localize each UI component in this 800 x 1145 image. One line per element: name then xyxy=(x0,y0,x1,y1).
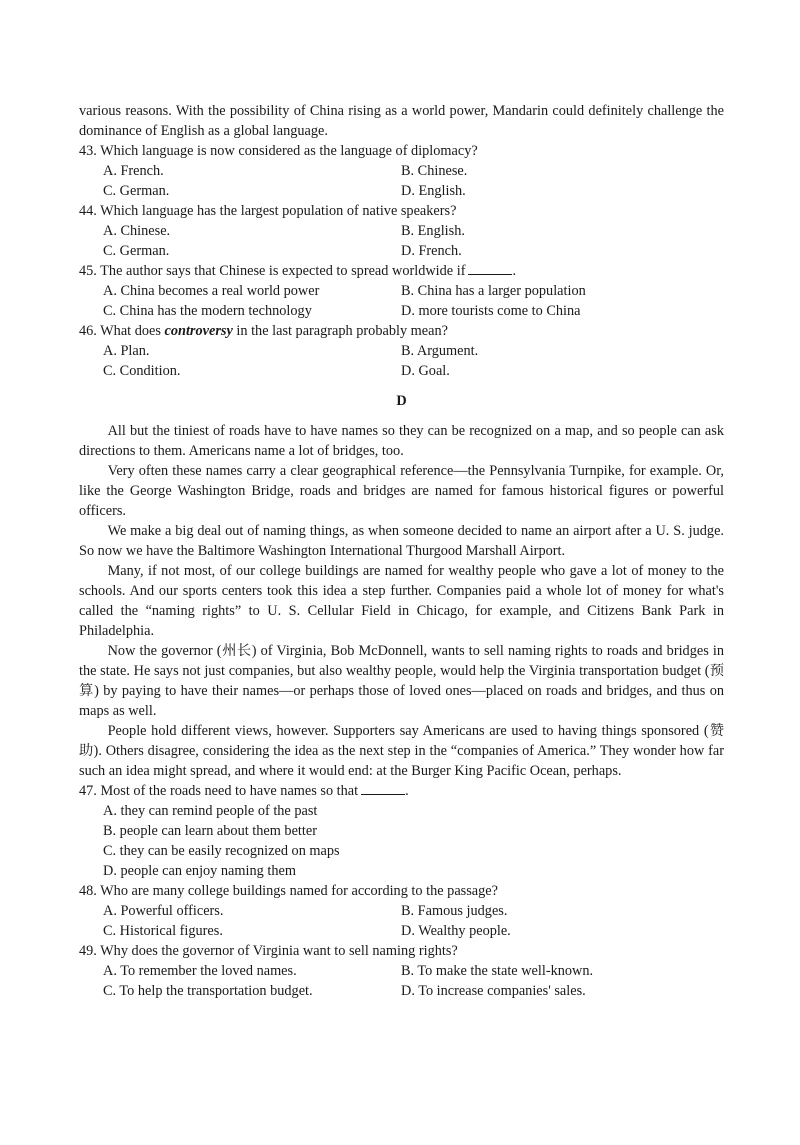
options xyxy=(79,901,724,941)
question-stem-text: 47. Most of the roads need to have names so that xyxy=(79,783,359,799)
answer-blank xyxy=(468,262,512,275)
option-b: B. China has a larger population xyxy=(401,283,586,299)
question-stem xyxy=(79,261,724,281)
question-46 xyxy=(79,321,724,381)
options xyxy=(79,281,724,321)
question-43 xyxy=(79,141,724,201)
option-d: D. more tourists come to China xyxy=(401,303,581,319)
option-a: A. Chinese. xyxy=(103,223,171,239)
option-a: A. Plan. xyxy=(103,343,150,359)
passage-paragraph: People hold different views, however. Supporters say Americans are used to having things sponsored (赞助). Others disagree, considering the idea as the next step in the “companies of America.” They wonder how far such an idea might spread, and where it would end: at the Burger King Pacific Ocean, perhaps. xyxy=(79,723,724,779)
option-d: D. Wealthy people. xyxy=(401,923,511,939)
question-stem: 43. Which language is now considered as the language of diplomacy? xyxy=(79,143,478,159)
page-content xyxy=(79,101,724,1001)
question-stem xyxy=(79,781,724,801)
question-stem xyxy=(79,321,724,341)
option-a: A. To remember the loved names. xyxy=(103,963,297,979)
options xyxy=(79,801,724,881)
option-c: C. they can be easily recognized on maps xyxy=(103,843,340,859)
keyword: controversy xyxy=(164,323,233,339)
question-stem-pre: 46. What does xyxy=(79,323,165,339)
option-a: A. Powerful officers. xyxy=(103,903,224,919)
question-stem-end: . xyxy=(405,783,409,799)
option-b: B. English. xyxy=(401,223,465,239)
option-c: C. Historical figures. xyxy=(103,923,223,939)
option-b: B. To make the state well-known. xyxy=(401,963,594,979)
option-d: D. French. xyxy=(401,243,462,259)
option-a: A. they can remind people of the past xyxy=(103,803,318,819)
question-stem-text: 45. The author says that Chinese is expected to spread worldwide if xyxy=(79,263,466,279)
option-b: B. Famous judges. xyxy=(401,903,508,919)
question-stem-end: . xyxy=(512,263,517,279)
options xyxy=(79,961,724,1001)
passage-paragraph: Now the governor (州长) of Virginia, Bob McDonnell, wants to sell naming rights to roads and bridges in the state. He says not just companies, but also wealthy people, would help the Virginia transportation budget (预算) by paying to have their names—or perhaps those of loved ones—placed on roads and bridges, and thus on maps as well. xyxy=(79,643,724,719)
option-b: B. Chinese. xyxy=(401,163,468,179)
question-stem-post: in the last paragraph probably mean? xyxy=(232,323,448,339)
option-b: B. Argument. xyxy=(401,343,479,359)
option-c: C. German. xyxy=(103,183,170,199)
options xyxy=(79,221,724,261)
passage-paragraph: Many, if not most, of our college buildings are named for wealthy people who gave a lot of money to the schools. And our sports centers took this idea a step further. Companies paid a whole lot of money for what's called the “naming rights” to U. S. Cellular Field in Chicago, for example, and Citizens Bank Park in Philadelphia. xyxy=(79,563,724,639)
option-a: A. French. xyxy=(103,163,164,179)
question-44 xyxy=(79,201,724,261)
option-c: C. German. xyxy=(103,243,170,259)
passage-paragraph: All but the tiniest of roads have to have names so they can be recognized on a map, and so people can ask directions to them. Americans name a lot of bridges, too. xyxy=(79,423,724,459)
option-c: C. To help the transportation budget. xyxy=(103,983,313,999)
option-d: D. To increase companies' sales. xyxy=(401,983,586,999)
option-b: B. people can learn about them better xyxy=(103,823,317,839)
intro-paragraph: various reasons. With the possibility of China rising as a world power, Mandarin could definitely challenge the dominance of English as a global language. xyxy=(79,103,724,139)
option-a: A. China becomes a real world power xyxy=(103,283,320,299)
question-45 xyxy=(79,261,724,321)
option-d: D. people can enjoy naming them xyxy=(103,863,296,879)
options xyxy=(79,161,724,201)
question-stem: 48. Who are many college buildings named for according to the passage? xyxy=(79,883,498,899)
question-49 xyxy=(79,941,724,1001)
section-heading: D xyxy=(396,393,407,409)
question-47 xyxy=(79,781,724,881)
option-c: C. China has the modern technology xyxy=(103,303,312,319)
question-48 xyxy=(79,881,724,941)
option-c: C. Condition. xyxy=(103,363,181,379)
answer-blank xyxy=(361,782,405,795)
option-d: D. English. xyxy=(401,183,466,199)
option-d: D. Goal. xyxy=(401,363,450,379)
question-stem: 49. Why does the governor of Virginia want to sell naming rights? xyxy=(79,943,458,959)
passage-paragraph: Very often these names carry a clear geographical reference—the Pennsylvania Turnpike, for example. Or, like the George Washington Bridge, roads and bridges are named for famous historical figures or powerful officers. xyxy=(79,463,724,519)
question-stem: 44. Which language has the largest population of native speakers? xyxy=(79,203,457,219)
options xyxy=(79,341,724,381)
passage-paragraph: We make a big deal out of naming things, as when someone decided to name an airport after a U. S. judge. So now we have the Baltimore Washington International Thurgood Marshall Airport. xyxy=(79,523,724,559)
